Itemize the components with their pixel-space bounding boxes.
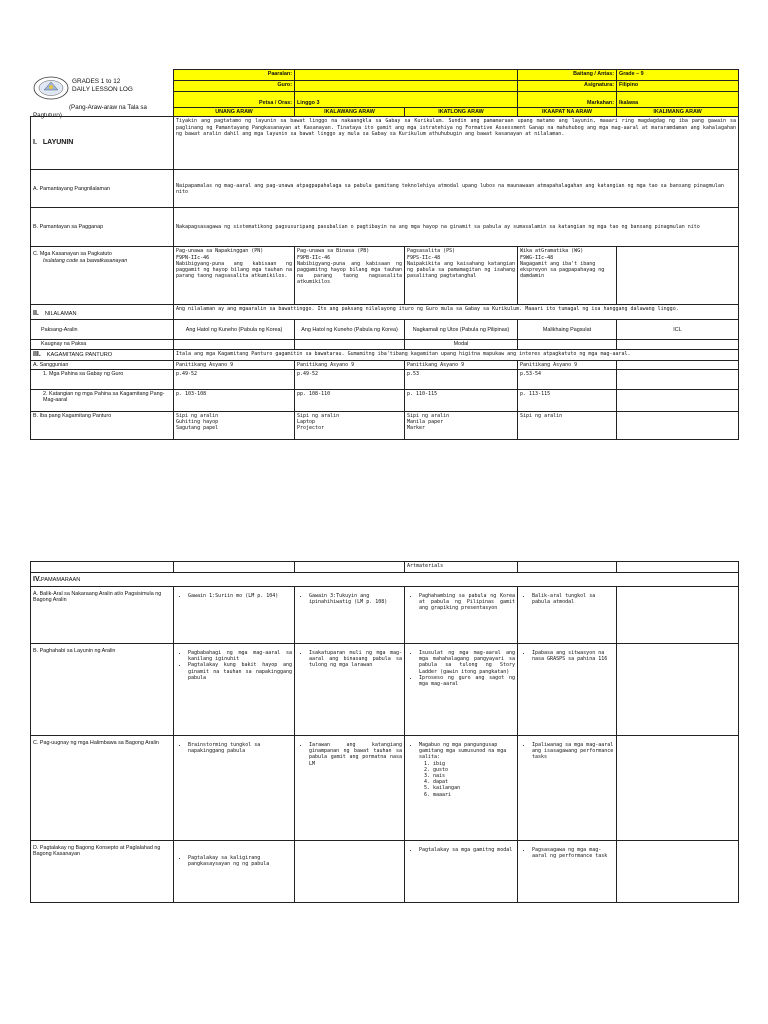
pamamaraan-num: IV.: [33, 575, 41, 583]
kasanayan-body: Nabibigyang-puna ang kabisaan ng paggamit ng hayop bilang mga tauhan na parang taong nagsasalita atkumikilos.: [176, 260, 292, 280]
modal-word: 6. maaari: [433, 792, 515, 798]
bullet-item: • Pagtalakay kung bakit hayop ang ginamit na tauhan sa napakinggang pabula: [188, 662, 292, 681]
header-line-3: (Pang-Araw-araw na Tala sa: [69, 104, 147, 111]
kasanayan-body: Nabibigyang-puna ang kabisaan ng paggamitng hayop bilang mga tauhan na parang taong nagsasalita atkumikilos: [297, 260, 402, 286]
iba-item: Marker: [407, 425, 426, 432]
nilalaman-text: Ang nilalaman ay ang mgaaralin sa bawattinggo. Ito ang paksang nilalayong ituro ng Guro mula sa Gabay sa Kurikulum. Maaari ito tumagal ng isa hanggang dalawang linggo.: [174, 305, 739, 320]
kasanayan-cell-4: [518, 247, 617, 305]
pag-uugnay-cell-5: [617, 736, 739, 841]
pamamaraan-heading: [31, 573, 739, 587]
kasanayan-code-b: F9PS-IIc-48: [407, 254, 441, 261]
kaugnay-1: [174, 340, 295, 349]
pahina-guro-5: [617, 369, 739, 389]
petsa-label: Petsa / Oras:: [174, 92, 295, 108]
pag-uugnay-label: C. Pag-uugnay ng mga Halimbawa sa Bagong Aralin: [31, 736, 174, 841]
baitang-value[interactable]: Grade – 9: [617, 70, 739, 81]
top-row-1: [174, 562, 295, 573]
pagganap-text: Nakapagsasagawa ng sistematikong pagsusuripang pasubalian o pagtibayin na ang mga hayop na ginamit sa pabula ay sumasalamin sa katangian ng mga tao ng bansang pinagmulan nito: [174, 208, 739, 247]
baitang-label: Baitang / Antas:: [518, 70, 617, 81]
pangnilalaman-row: [31, 170, 739, 208]
pahina-mag-4: p. 113-115: [518, 389, 617, 411]
paaralan-label: Paaralan:: [174, 70, 295, 81]
paghahabi-label: B. Paghahabi sa Layunin ng Aralin: [31, 644, 174, 736]
pagganap-label: B. Pamantayan sa Pagganap: [31, 208, 174, 247]
pahina-guro-row: [31, 369, 739, 389]
iba-pang-row: [31, 411, 739, 439]
pahina-mag-3: p. 110-115: [405, 389, 518, 411]
bullet-item: • Balik-aral tungkol sa pabula atmodal: [532, 593, 614, 605]
layunin-row: [31, 117, 739, 170]
header-line-1: GRADES 1 to 12: [72, 78, 121, 85]
logo-cell: [31, 70, 174, 117]
pagtalakay-cell-5: [617, 841, 739, 903]
kaugnay-4: [518, 340, 617, 349]
guro-value[interactable]: [295, 81, 518, 92]
layunin-text: Tiyakin ang pagtatamo ng layunin sa bawat linggo na nakaangkla sa Gabay sa Kurikulum. Sundin ang pamamaraan upang matamo ang layunin, maaari ring magdagdag ng iba pang gawain sa paglinang ng Pamantayang Pangkasanayan at Kasanayan. Tinataya ito gamit ang mga istratehiya ng Formative Assessment Ganap na mahuhubog ang mga mag-aaral at mararamdaman ang kahalagahan ng bawat aralin dahil ang mga layunin sa bawat linggo ay mula sa Gabay sa Kurikulum athuhubugin ang bawat kasanayan at nilalaman.: [174, 117, 739, 170]
kasanayan-cell-2: [295, 247, 405, 305]
paghahabi-cell-2: [295, 644, 405, 736]
bullet-item: • Gawain 3:Tukuyin ang ipinahihiwatig (LM p. 108): [309, 593, 402, 605]
modal-word: 3. nais: [433, 773, 515, 779]
layunin-heading: [31, 117, 174, 170]
bullet-item: • Pagsasagawa ng mga mag-aaral ng performance task: [532, 847, 614, 859]
kagamitan-num: III.: [33, 350, 41, 358]
bullet-item: • Pagtalakay sa kaligirang pangkasaysayan ng ng pabula: [188, 855, 292, 867]
paghahabi-cell-4: [518, 644, 617, 736]
pahina-mag-5: [617, 389, 739, 411]
nilalaman-row: [31, 305, 739, 320]
iba-item: Sipi ng aralin: [297, 412, 340, 419]
kasanayan-label-cell: [31, 247, 174, 305]
paksang-1: Ang Hatol ng Kuneho (Pabula ng Korea): [174, 320, 295, 340]
modal-word: 5. kailangan: [433, 785, 515, 791]
pag-uugnay-row: [31, 736, 739, 841]
modal-word: 1. ibig: [433, 761, 515, 767]
pahina-mag-2: pp. 108-110: [295, 389, 405, 411]
pahina-mag-row: [31, 389, 739, 411]
balik-aral-cell-2: [295, 587, 405, 644]
kasanayan-code-a: Pag-unawa sa Binasa (PB): [297, 248, 370, 255]
kasanayan-cell-5: [617, 247, 739, 305]
day-header-5: IKALIMANG ARAW: [617, 108, 739, 117]
iba-cell-4: [518, 411, 617, 439]
pamamaraan-title: PAMAMARAAN: [40, 576, 81, 583]
pangnilalaman-label: A. Pamantayang Pangnilalaman: [31, 170, 174, 208]
kasanayan-label: C. Mga Kasanayan sa Pagkatuto: [33, 251, 112, 258]
iba-item: Sipi ng aralin: [407, 412, 450, 419]
paksang-2: Ang Hatol ng Kuneho (Pabula ng Korea): [295, 320, 405, 340]
bullet-item: • Iproseso ng guro ang sagot ng mga mag-aaral: [419, 675, 515, 687]
paksang-aralin-row: [31, 320, 739, 340]
paghahabi-cell-1: [174, 644, 295, 736]
day-header-3: IKATLONG ARAW: [405, 108, 518, 117]
kaugnay-label: Kaugnay na Paksa: [31, 340, 174, 349]
markahan-label: Markahan:: [518, 92, 617, 108]
kasanayan-code-b: F9PB-IIc-46: [297, 254, 331, 261]
nilalaman-title: NILALAMAN: [44, 311, 77, 318]
header-line-2: DAILY LESSON LOG: [72, 86, 133, 93]
pag-uugnay-cell-4: [518, 736, 617, 841]
bullet-item: • Pagbabahagi ng mga mag-aaral sa kanilang iginuhit: [188, 650, 292, 662]
modal-word: 2. gusto: [433, 767, 515, 773]
kasanayan-sublabel: Isulatang code sa bawatkasanayan: [43, 257, 128, 264]
asignatura-value[interactable]: Filipino: [617, 81, 739, 92]
kagamitan-text: Itala ang mga Kagamitang Panturo gagamitin sa bawatarau. Gumamitng iba'tibang kagamitan upang higitna mapukaw ang interes atpagkatuto ng mga mag-aaral.: [174, 349, 739, 360]
top-row-5: [617, 562, 739, 573]
bullet-item: • Gawain 1:Suriin mo (LM p. 104): [188, 593, 292, 599]
bullet-item: • Ipaliwanag sa mga mag-aaral ang isasagawang performance tasks: [532, 742, 614, 761]
paghahabi-cell-3: [405, 644, 518, 736]
kaugnay-5: [617, 340, 739, 349]
pamamaraan-row: [31, 573, 739, 587]
iba-item: Projector: [297, 425, 325, 432]
kasanayan-body: Nagagamit ang iba't ibang ekspreyon sa pagpapahayag ng damdamin: [520, 260, 605, 280]
header-line-4: Pagtuturo): [33, 111, 62, 119]
iba-item: Sagutang papel: [176, 425, 219, 432]
paksang-label: Paksang-Aralin: [31, 320, 174, 340]
artmaterials-row: [31, 562, 739, 573]
nilalaman-num: II.: [33, 310, 39, 318]
bullet-item: • Iarawan ang katangiang ginampanan ng bawat tauhan sa pabula gamit ang pormatna nasa LM: [309, 742, 402, 767]
pahina-mag-1: p. 103-108: [174, 389, 295, 411]
pag-uugnay-cell-3: [405, 736, 518, 841]
bullet-item: • Isakatuparan muli ng mga mag-aaral ang binasang pabula sa tulong ng mga larawan: [309, 650, 402, 669]
kagamitan-row: [31, 349, 739, 360]
bullet-item: • Pagtalakay sa mga gamitng modal: [419, 847, 515, 853]
sanggunian-label: A. Sanggunian: [31, 360, 174, 369]
kagamitan-heading: [31, 349, 174, 360]
sanggunian-1: Panitikang Asyano 9: [174, 360, 295, 369]
layunin-num: I.: [33, 139, 37, 147]
sanggunian-2: Panitikang Asyano 9: [295, 360, 405, 369]
balik-aral-cell-1: [174, 587, 295, 644]
paaralan-value[interactable]: [295, 70, 518, 81]
pagganap-row: [31, 208, 739, 247]
kasanayan-body: Naipakikita ang kaisahang katangian ng pabula sa pamamagitan ng isahang pasalitang pagtatanghal: [407, 260, 515, 280]
kasanayan-code-b: F9PN-IIc-46: [176, 254, 210, 261]
pahina-guro-2: p.49-52: [295, 369, 405, 389]
balik-aral-row: [31, 587, 739, 644]
pahina-guro-label: 1. Mga Pahina sa Gabay ng Guro: [31, 369, 174, 389]
pagtalakay-row: [31, 841, 739, 903]
sanggunian-4: Panitikang Asyano 9: [518, 360, 617, 369]
kasanayan-code-b: F9WG-IIc-48: [520, 254, 554, 261]
kaugnay-row: [31, 340, 739, 349]
petsa-value[interactable]: Linggo 3: [295, 92, 518, 108]
pagtalakay-cell-2: [295, 841, 405, 903]
bullet-item: [419, 742, 515, 798]
balik-aral-label: A. Balik-Aral sa Nakaraang Aralin at/o Pagsisimula ng Bagong Aralin: [31, 587, 174, 644]
pagtalakay-label: D. Pagtalakay ng Bagong Konsepto at Paglalahad ng Bagong Kasanayan: [31, 841, 174, 903]
kasanayan-row: [31, 247, 739, 305]
iba-label: B. Iba pang Kagamitang Panturo: [31, 411, 174, 439]
iba-item: Laptop: [297, 419, 316, 426]
day-header-4: IKAAPAT NA ARAW: [518, 108, 617, 117]
day-header-2: IKALAWANG ARAW: [295, 108, 405, 117]
paksang-4: Malikhaing Pagsulat: [518, 320, 617, 340]
pagtalakay-cell-1: [174, 841, 295, 903]
bullet-item: • Isusulat ng mga mag-aaral ang mga mahahalagang pangyayari sa pabula sa tulong ng Story Ladder (gawin itong pangkatan): [419, 650, 515, 675]
pahina-guro-1: p.49-52: [174, 369, 295, 389]
sanggunian-row: [31, 360, 739, 369]
pahina-guro-4: p.53-54: [518, 369, 617, 389]
paksang-3: Nagkamali ng Utos (Pabula ng Pilipinas): [405, 320, 518, 340]
kasanayan-cell-1: [174, 247, 295, 305]
bullet-text: Magabuo ng mga pangungusap gamitang mga sumusunod na mga salita:: [419, 742, 507, 761]
bullet-item: • Paghahambing sa pabula ng Korea at pabula ng Pilipinas gamit ang grapiking presentasyon: [419, 593, 515, 612]
iba-item: Sipi ng aralin: [520, 412, 563, 419]
paghahabi-row: [31, 644, 739, 736]
kasanayan-code-a: Pag-unawa sa Napakinggan (PN): [176, 248, 264, 255]
nilalaman-heading: [31, 305, 174, 320]
pangnilalaman-text: Naipapamalas ng mag-aaral ang pag-unawa atpagpapahalaga sa pabula gamitang teknolehiya atmodal upang lubos na maunawaan atmapahalagahan ang katangian ng mga tao sa bansang pinagmulan nito: [174, 170, 739, 208]
pag-uugnay-cell-1: [174, 736, 295, 841]
iba-item: Sipi ng aralin: [176, 412, 219, 419]
kasanayan-code-a: Wika atGramatika (WG): [520, 248, 584, 255]
top-row-label: [31, 562, 174, 573]
balik-aral-cell-4: [518, 587, 617, 644]
kaugnay-2: [295, 340, 405, 349]
kagamitan-title: KAGAMITANG PANTURO: [46, 351, 113, 358]
top-row-2: [295, 562, 405, 573]
paghahabi-cell-5: [617, 644, 739, 736]
modal-word: 4. dapat: [433, 779, 515, 785]
day-header-1: UNANG ARAW: [174, 108, 295, 117]
iba-cell-1: [174, 411, 295, 439]
iba-item: Manila paper: [407, 419, 444, 426]
bullet-item: • Brainstorming tungkol sa napakinggang pabula: [188, 742, 292, 754]
paksang-5: ICL: [617, 320, 739, 340]
asignatura-label: Asignatura:: [518, 81, 617, 92]
markahan-value[interactable]: Ikalawa: [617, 92, 739, 108]
kaugnay-3: Modal: [405, 340, 518, 349]
kasanayan-code-a: Pagsasalita (PS): [407, 248, 456, 255]
pahina-guro-3: p.53: [405, 369, 518, 389]
iba-cell-3: [405, 411, 518, 439]
layunin-title: LAYUNIN: [42, 139, 74, 147]
guro-label: Guro:: [174, 81, 295, 92]
iba-cell-2: [295, 411, 405, 439]
pagtalakay-cell-4: [518, 841, 617, 903]
sanggunian-5: [617, 360, 739, 369]
pagtalakay-cell-3: [405, 841, 518, 903]
kasanayan-cell-3: [405, 247, 518, 305]
pahina-mag-label: 2. Katangian ng mga Pahina sa Kagamitang Pang-Mag-aaral: [31, 389, 174, 411]
iba-item: Guhiting hayop: [176, 419, 219, 426]
lesson-log-table-1: [30, 69, 739, 440]
sanggunian-3: Panitikang Asyano 9: [405, 360, 518, 369]
top-row-4: [518, 562, 617, 573]
pag-uugnay-cell-2: [295, 736, 405, 841]
balik-aral-cell-3: [405, 587, 518, 644]
lesson-log-table-2: [30, 561, 739, 903]
iba-cell-5: [617, 411, 739, 439]
top-row-3: Artmaterials: [405, 562, 518, 573]
bullet-item: • Ipabasa ang sitwasyon na nasa GRASPS sa pahina 116: [532, 650, 614, 662]
balik-aral-cell-5: [617, 587, 739, 644]
